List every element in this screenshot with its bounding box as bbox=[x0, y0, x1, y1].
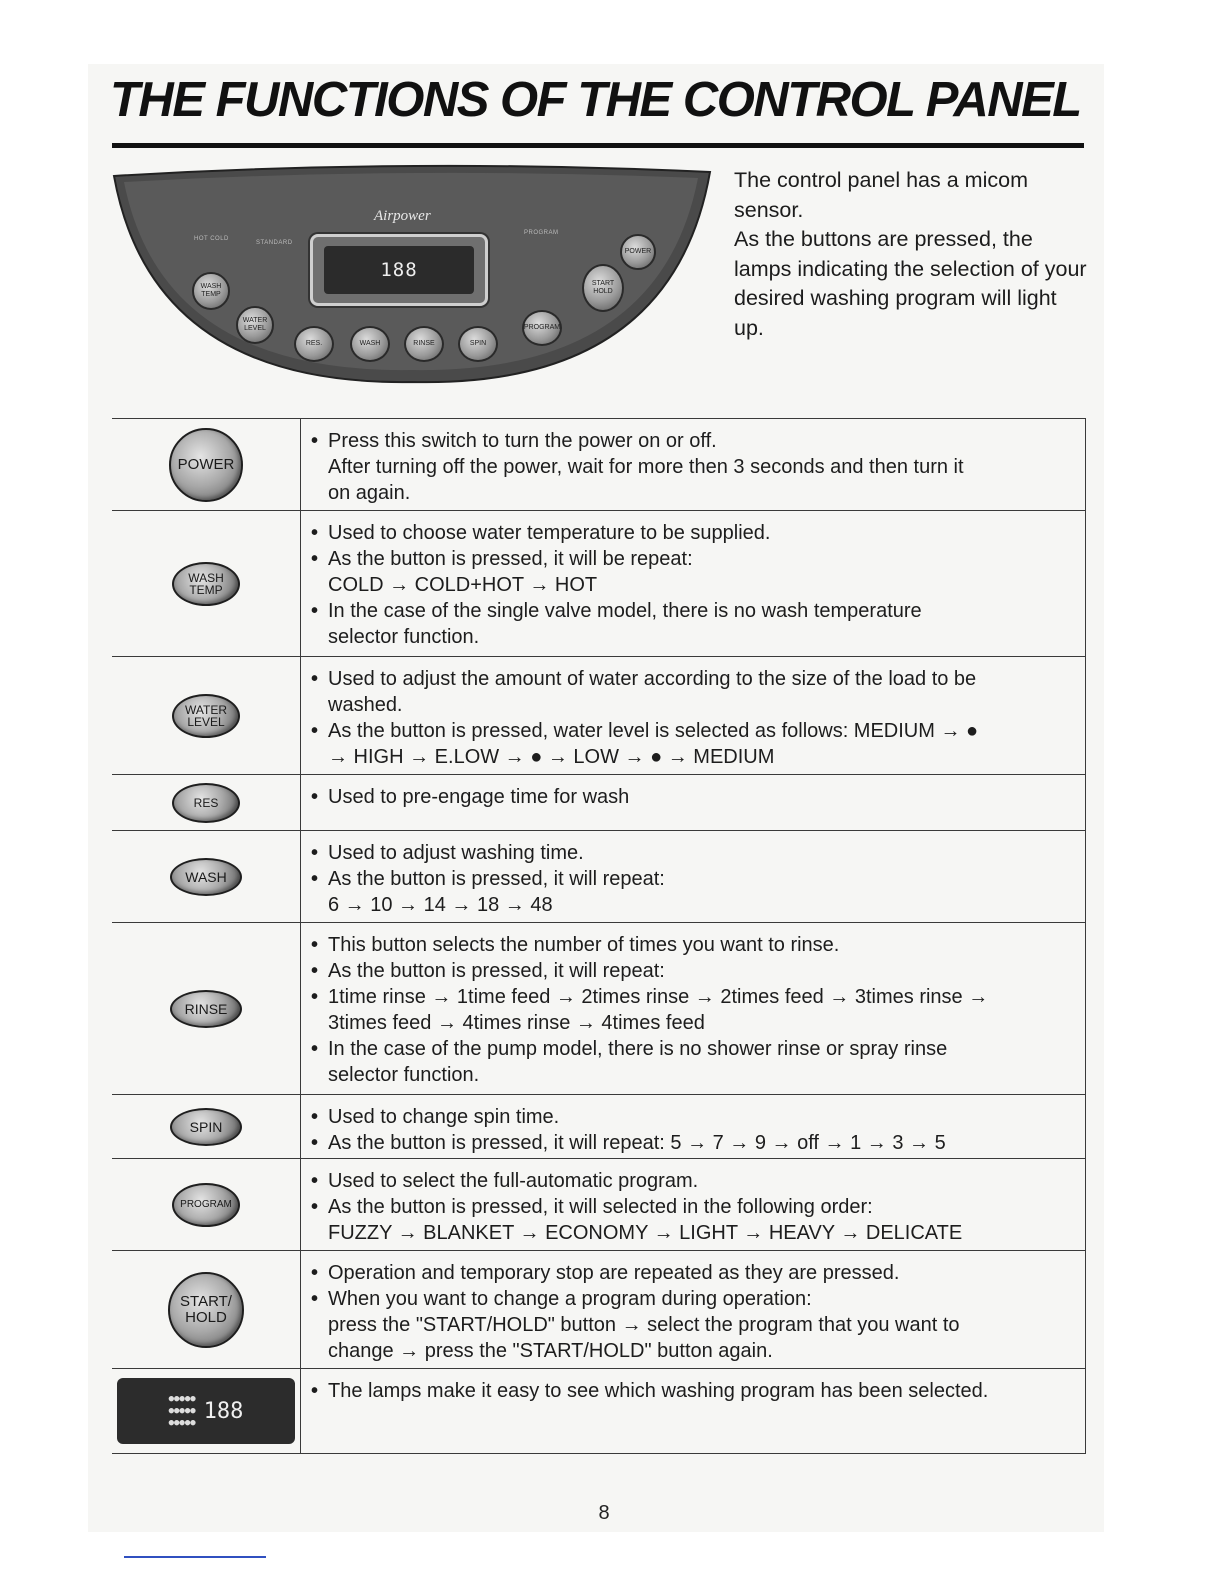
panel-rinse-button[interactable]: RINSE bbox=[404, 326, 444, 362]
spin-button-cell bbox=[112, 1095, 301, 1158]
panel-program-button[interactable]: PROGRAM bbox=[522, 310, 562, 346]
lamp-display-readout: 188 bbox=[203, 1398, 244, 1424]
panel-display-readout: 188 bbox=[324, 246, 474, 294]
start-hold-description bbox=[301, 1251, 1086, 1368]
description-line: • When you want to change a program during operation: bbox=[311, 1286, 1077, 1312]
wash-temp-button-icon: WASH TEMP bbox=[172, 562, 240, 606]
description-line: • As the button is pressed, it will repeat: bbox=[311, 866, 1077, 892]
wash-button-cell bbox=[112, 831, 301, 922]
description-line: on again. bbox=[328, 482, 411, 504]
panel-spin-button[interactable]: SPIN bbox=[458, 326, 498, 362]
lamps-description bbox=[301, 1369, 1086, 1453]
description-line: 6 → 10 → 14 → 18 → 48 bbox=[328, 894, 553, 916]
intro-text bbox=[734, 166, 1090, 343]
functions-table bbox=[112, 418, 1086, 1454]
panel-wash-temp-button[interactable]: WASH TEMP bbox=[192, 272, 230, 310]
description-line: • As the button is pressed, it will selected in the following order: bbox=[311, 1194, 1077, 1220]
lamp-display-icon bbox=[117, 1378, 295, 1444]
description-line: → HIGH → E.LOW → ● → LOW → ● → MEDIUM bbox=[328, 746, 775, 768]
description-line: • Operation and temporary stop are repeated as they are pressed. bbox=[311, 1260, 1077, 1286]
description-line: • Used to change spin time. bbox=[311, 1104, 1077, 1130]
description-line: • This button selects the number of times you want to rinse. bbox=[311, 932, 1077, 958]
description-line: • The lamps make it easy to see which washing program has been selected. bbox=[311, 1378, 1077, 1404]
table-row-res bbox=[112, 774, 1086, 830]
spin-description bbox=[301, 1095, 1086, 1158]
water-level-description bbox=[301, 657, 1086, 774]
table-row-rinse bbox=[112, 922, 1086, 1094]
description-line: selector function. bbox=[328, 626, 480, 648]
program-button-icon: PROGRAM bbox=[172, 1183, 240, 1227]
start-hold-button-icon: START/ HOLD bbox=[168, 1272, 244, 1348]
spin-button-icon: SPIN bbox=[170, 1108, 242, 1146]
description-line: • Used to choose water temperature to be supplied. bbox=[311, 520, 1077, 546]
wash-button-icon: WASH bbox=[170, 858, 242, 896]
table-row-start-hold bbox=[112, 1250, 1086, 1368]
title-underline bbox=[112, 143, 1084, 148]
description-line: FUZZY → BLANKET → ECONOMY → LIGHT → HEAVY → DELICATE bbox=[328, 1222, 963, 1244]
description-line: • In the case of the single valve model, there is no wash temperature bbox=[311, 598, 1077, 624]
start-hold-button-cell bbox=[112, 1251, 301, 1368]
table-row-wash-temp bbox=[112, 510, 1086, 656]
description-line: change → press the "START/HOLD" button again. bbox=[328, 1340, 773, 1362]
power-button-icon: POWER bbox=[169, 428, 243, 502]
table-row-lamps bbox=[112, 1368, 1086, 1454]
description-line: • Used to adjust the amount of water according to the size of the load to be bbox=[311, 666, 1077, 692]
lamp-display-cell bbox=[112, 1369, 301, 1453]
rinse-button-cell bbox=[112, 923, 301, 1094]
water-level-button-cell bbox=[112, 657, 301, 774]
res-button-icon: RES bbox=[172, 783, 240, 823]
description-line: selector function. bbox=[328, 1064, 480, 1086]
water-level-button-icon: WATER LEVEL bbox=[172, 694, 240, 738]
table-row-water-level bbox=[112, 656, 1086, 774]
table-row-wash bbox=[112, 830, 1086, 922]
description-line: • Used to select the full-automatic program. bbox=[311, 1168, 1077, 1194]
lamp-indicators: ●●●●● ●●●●● ●●●●● bbox=[168, 1394, 196, 1428]
description-line: • As the button is pressed, it will repeat: bbox=[311, 958, 1077, 984]
description-line: • Used to pre-engage time for wash bbox=[311, 784, 1077, 810]
description-line: • As the button is pressed, it will repeat: 5 → 7 → 9 → off → 1 → 3 → 5 bbox=[311, 1130, 1077, 1156]
description-line: COLD → COLD+HOT → HOT bbox=[328, 574, 598, 596]
description-line: washed. bbox=[328, 694, 403, 716]
intro-paragraph-2: As the buttons are pressed, the lamps indicating the selection of your desired washing program will light up. bbox=[734, 227, 1087, 340]
panel-water-level-button[interactable]: WATER LEVEL bbox=[236, 306, 274, 344]
panel-display bbox=[310, 234, 488, 306]
program-button-cell bbox=[112, 1159, 301, 1250]
panel-label-program: PROGRAM bbox=[524, 230, 559, 236]
table-row-power bbox=[112, 418, 1086, 510]
panel-power-button[interactable]: POWER bbox=[620, 234, 656, 270]
rinse-description bbox=[301, 923, 1086, 1094]
description-line: • As the button is pressed, water level is selected as follows: MEDIUM → ● bbox=[311, 718, 1077, 744]
description-line: press the "START/HOLD" button → select the program that you want to bbox=[328, 1314, 960, 1336]
description-line: 3times feed → 4times rinse → 4times feed bbox=[328, 1012, 705, 1034]
description-line: • Press this switch to turn the power on or off. bbox=[311, 428, 1077, 454]
table-row-spin bbox=[112, 1094, 1086, 1158]
control-panel-illustration bbox=[112, 160, 712, 390]
wash-description bbox=[301, 831, 1086, 922]
description-line: • Used to adjust washing time. bbox=[311, 840, 1077, 866]
power-button-cell bbox=[112, 419, 301, 510]
description-line: • As the button is pressed, it will be repeat: bbox=[311, 546, 1077, 572]
page-number: 8 bbox=[598, 1502, 610, 1524]
description-line: • 1time rinse → 1time feed → 2times rinse → 2times feed → 3times rinse → bbox=[311, 984, 1077, 1010]
res-button-cell bbox=[112, 775, 301, 830]
panel-start-hold-button[interactable]: START HOLD bbox=[582, 264, 624, 312]
panel-label-standard: STANDARD bbox=[256, 240, 293, 246]
page-title: THE FUNCTIONS OF THE CONTROL PANEL bbox=[110, 73, 1081, 127]
rinse-button-icon: RINSE bbox=[170, 990, 242, 1028]
panel-res-button[interactable]: RES. bbox=[294, 326, 334, 362]
footer-rule bbox=[124, 1556, 266, 1558]
description-line: • In the case of the pump model, there is no shower rinse or spray rinse bbox=[311, 1036, 1077, 1062]
panel-brand: Airpower bbox=[374, 208, 431, 224]
program-description bbox=[301, 1159, 1086, 1250]
panel-wash-button[interactable]: WASH bbox=[350, 326, 390, 362]
wash-temp-description bbox=[301, 511, 1086, 656]
intro-paragraph-1: The control panel has a micom sensor. bbox=[734, 168, 1028, 222]
res-description bbox=[301, 775, 1086, 830]
table-row-program bbox=[112, 1158, 1086, 1250]
power-description bbox=[301, 419, 1086, 510]
wash-temp-button-cell bbox=[112, 511, 301, 656]
description-line: After turning off the power, wait for more then 3 seconds and then turn it bbox=[328, 456, 964, 478]
panel-label-hot-cold: HOT COLD bbox=[194, 236, 229, 242]
